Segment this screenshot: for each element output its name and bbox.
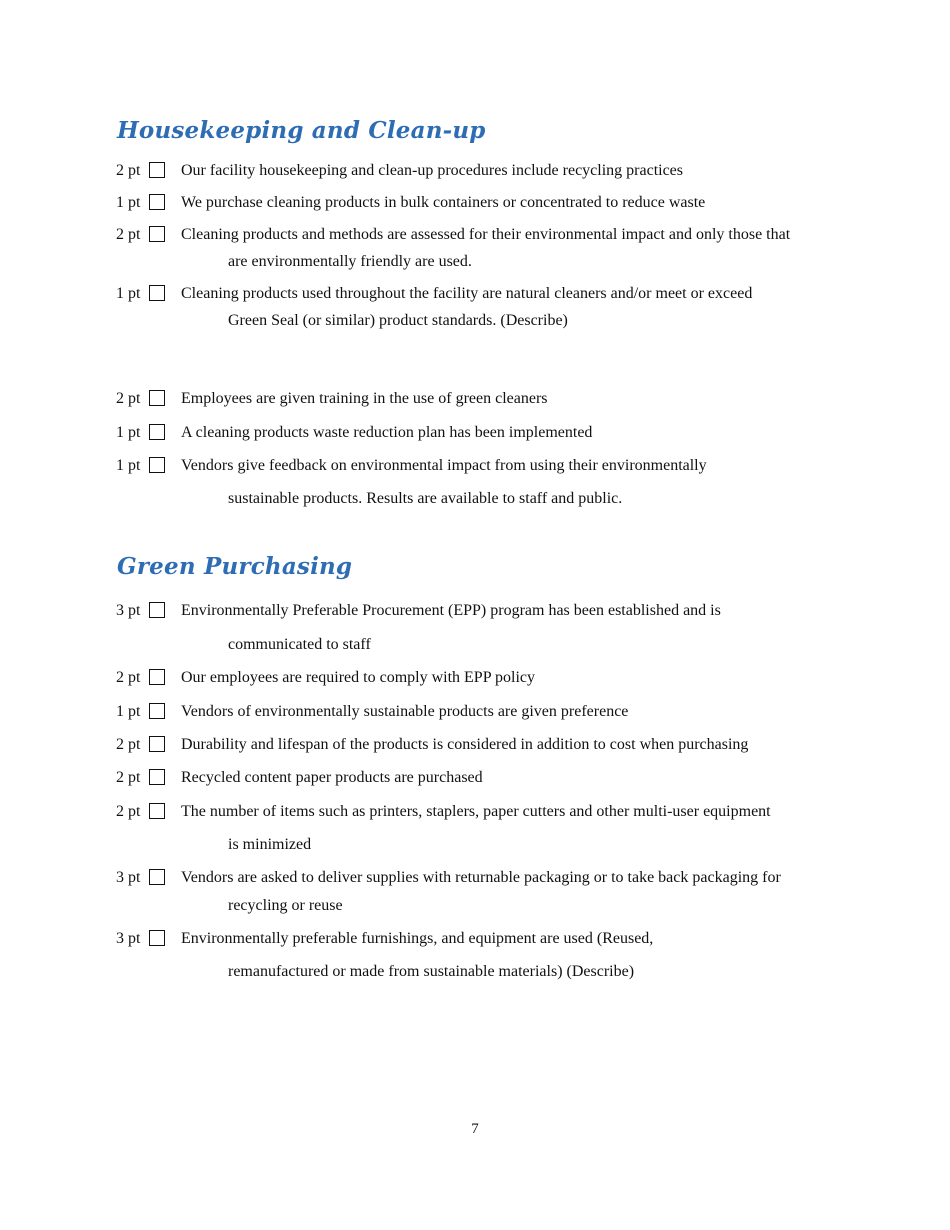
checkbox[interactable] (149, 703, 165, 719)
checkbox[interactable] (149, 226, 165, 242)
item-text: Environmentally preferable furnishings, and equipment are used (Reused, (181, 930, 654, 947)
item-text: Our facility housekeeping and clean-up procedures include recycling practices (181, 162, 684, 179)
checkbox[interactable] (149, 602, 165, 618)
item-text: We purchase cleaning products in bulk containers or concentrated to reduce waste (181, 194, 706, 211)
points-label: 1 pt (116, 285, 141, 302)
item-text: The number of items such as printers, staplers, paper cutters and other multi-user equipment (181, 803, 771, 820)
item-text-continuation: Green Seal (or similar) product standards. (Describe) (228, 312, 568, 329)
points-label: 1 pt (116, 424, 141, 441)
points-label: 3 pt (116, 869, 141, 886)
checkbox[interactable] (149, 162, 165, 178)
points-label: 2 pt (116, 736, 141, 753)
points-label: 2 pt (116, 390, 141, 407)
checkbox[interactable] (149, 769, 165, 785)
checkbox[interactable] (149, 736, 165, 752)
item-text: Environmentally Preferable Procurement (EPP) program has been established and is (181, 602, 721, 619)
item-text: Our employees are required to comply with EPP policy (181, 669, 535, 686)
item-text: Vendors are asked to deliver supplies with returnable packaging or to take back packaging for (181, 869, 781, 886)
checkbox[interactable] (149, 194, 165, 210)
points-label: 2 pt (116, 803, 141, 820)
checkbox[interactable] (149, 424, 165, 440)
item-text-continuation: remanufactured or made from sustainable materials) (Describe) (228, 963, 635, 980)
checkbox[interactable] (149, 803, 165, 819)
points-label: 2 pt (116, 769, 141, 786)
checkbox[interactable] (149, 869, 165, 885)
page-number: 7 (471, 1121, 479, 1137)
item-text-continuation: is minimized (228, 836, 312, 853)
checkbox[interactable] (149, 930, 165, 946)
section-title-green-purchasing: Green Purchasing (117, 553, 353, 580)
checkbox[interactable] (149, 457, 165, 473)
item-text: Cleaning products used throughout the facility are natural cleaners and/or meet or exceed (181, 285, 753, 302)
checkbox[interactable] (149, 390, 165, 406)
points-label: 1 pt (116, 457, 141, 474)
item-text: Vendors give feedback on environmental impact from using their environmentally (181, 457, 707, 474)
checkbox[interactable] (149, 285, 165, 301)
checkbox[interactable] (149, 669, 165, 685)
item-text: A cleaning products waste reduction plan has been implemented (181, 424, 593, 441)
item-text-continuation: communicated to staff (228, 636, 371, 653)
item-text: Durability and lifespan of the products is considered in addition to cost when purchasing (181, 736, 749, 753)
points-label: 2 pt (116, 226, 141, 243)
item-text-continuation: are environmentally friendly are used. (228, 253, 472, 270)
item-text: Employees are given training in the use of green cleaners (181, 390, 548, 407)
item-text: Cleaning products and methods are assessed for their environmental impact and only those that (181, 226, 791, 243)
item-text-continuation: recycling or reuse (228, 897, 343, 914)
item-text: Recycled content paper products are purchased (181, 769, 483, 786)
section-title-housekeeping: Housekeeping and Clean-up (117, 117, 486, 144)
points-label: 2 pt (116, 162, 141, 179)
points-label: 2 pt (116, 669, 141, 686)
points-label: 1 pt (116, 703, 141, 720)
item-text-continuation: sustainable products. Results are available to staff and public. (228, 490, 623, 507)
points-label: 1 pt (116, 194, 141, 211)
points-label: 3 pt (116, 930, 141, 947)
item-text: Vendors of environmentally sustainable products are given preference (181, 703, 629, 720)
points-label: 3 pt (116, 602, 141, 619)
